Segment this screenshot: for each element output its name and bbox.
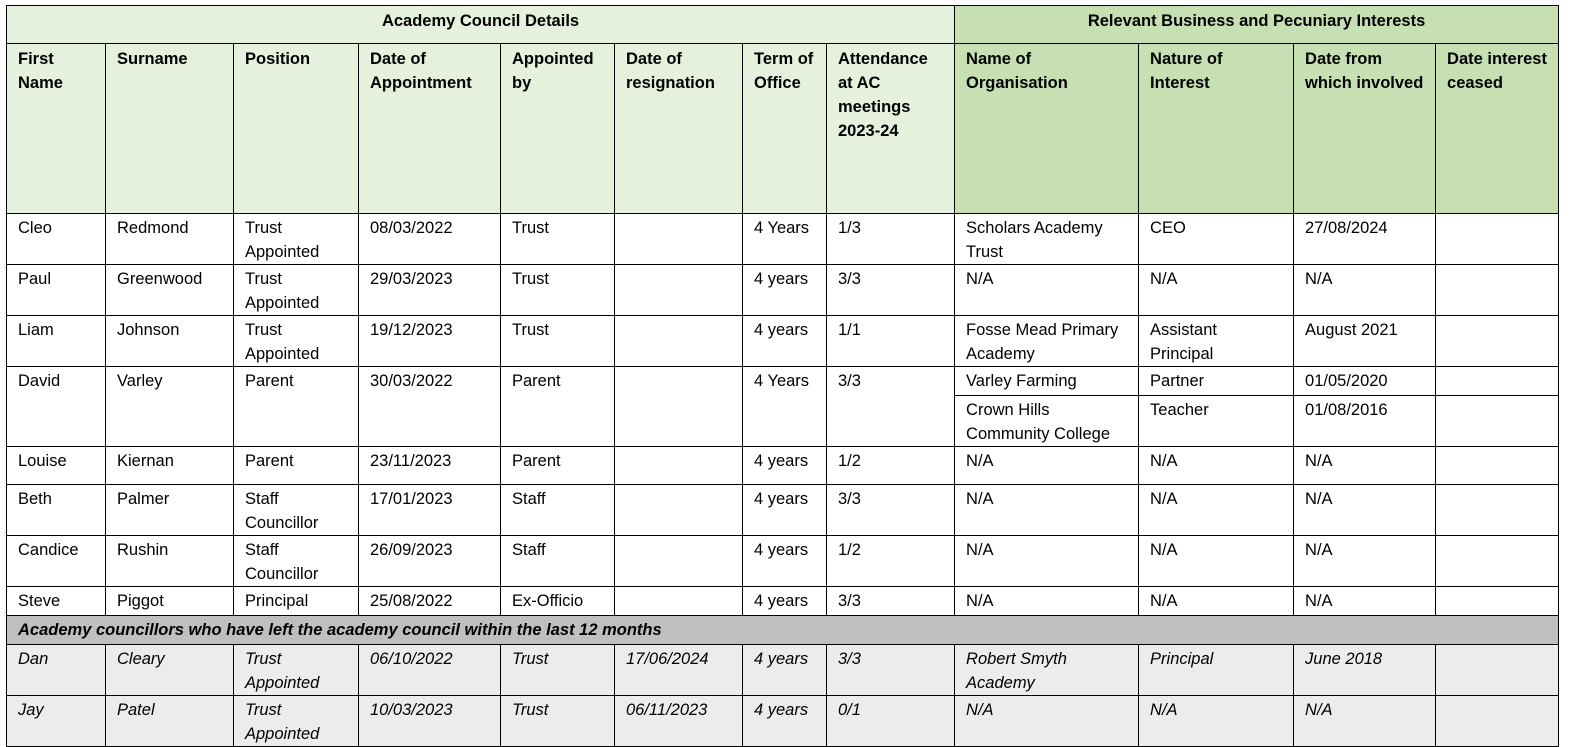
cell-date-of-resignation: 17/06/2024 bbox=[615, 645, 743, 696]
cell-nature-of-interest: N/A bbox=[1139, 587, 1294, 616]
cell-date-ceased bbox=[1436, 485, 1559, 536]
cell-surname: Greenwood bbox=[106, 265, 234, 316]
cell-first-name: Candice bbox=[7, 536, 106, 587]
cell-date-of-appointment: 06/10/2022 bbox=[359, 645, 501, 696]
cell-date-from: N/A bbox=[1294, 536, 1436, 587]
col-header-position: Position bbox=[234, 44, 359, 214]
cell-organisation: Varley Farming bbox=[955, 367, 1139, 396]
cell-first-name: Paul bbox=[7, 265, 106, 316]
cell-date-of-resignation bbox=[615, 587, 743, 616]
cell-attendance: 3/3 bbox=[827, 265, 955, 316]
cell-surname: Cleary bbox=[106, 645, 234, 696]
cell-surname: Palmer bbox=[106, 485, 234, 536]
cell-attendance: 3/3 bbox=[827, 485, 955, 536]
cell-date-ceased bbox=[1436, 587, 1559, 616]
cell-organisation: Crown Hills Community College bbox=[955, 396, 1139, 447]
table-row bbox=[7, 447, 1559, 485]
cell-attendance: 3/3 bbox=[827, 367, 955, 447]
col-header-first-name: First Name bbox=[7, 44, 106, 214]
col-header-date-ceased: Date interest ceased bbox=[1436, 44, 1559, 214]
cell-position: Trust Appointed bbox=[234, 316, 359, 367]
cell-organisation: Fosse Mead Primary Academy bbox=[955, 316, 1139, 367]
cell-date-of-appointment: 08/03/2022 bbox=[359, 214, 501, 265]
cell-appointed-by: Staff bbox=[501, 485, 615, 536]
cell-first-name: David bbox=[7, 367, 106, 447]
table-row bbox=[7, 485, 1559, 536]
cell-date-from: June 2018 bbox=[1294, 645, 1436, 696]
cell-organisation: Robert Smyth Academy bbox=[955, 645, 1139, 696]
cell-date-ceased bbox=[1436, 447, 1559, 485]
cell-nature-of-interest: Teacher bbox=[1139, 396, 1294, 447]
cell-date-from: N/A bbox=[1294, 265, 1436, 316]
cell-date-ceased bbox=[1436, 696, 1559, 747]
cell-date-from: N/A bbox=[1294, 485, 1436, 536]
cell-date-ceased bbox=[1436, 645, 1559, 696]
cell-date-of-appointment: 26/09/2023 bbox=[359, 536, 501, 587]
cell-term-of-office: 4 years bbox=[743, 536, 827, 587]
cell-nature-of-interest: N/A bbox=[1139, 265, 1294, 316]
cell-date-of-appointment: 25/08/2022 bbox=[359, 587, 501, 616]
cell-first-name: Liam bbox=[7, 316, 106, 367]
table-row bbox=[7, 265, 1559, 316]
cell-position: Principal bbox=[234, 587, 359, 616]
col-header-nature-of-interest: Nature of Interest bbox=[1139, 44, 1294, 214]
cell-term-of-office: 4 years bbox=[743, 447, 827, 485]
table-row bbox=[7, 536, 1559, 587]
cell-organisation: N/A bbox=[955, 485, 1139, 536]
cell-organisation: N/A bbox=[955, 696, 1139, 747]
cell-date-from: N/A bbox=[1294, 587, 1436, 616]
cell-position: Trust Appointed bbox=[234, 696, 359, 747]
cell-appointed-by: Ex-Officio bbox=[501, 587, 615, 616]
cell-attendance: 1/1 bbox=[827, 316, 955, 367]
cell-organisation: N/A bbox=[955, 536, 1139, 587]
cell-surname: Johnson bbox=[106, 316, 234, 367]
table-row-left bbox=[7, 645, 1559, 696]
cell-first-name: Beth bbox=[7, 485, 106, 536]
cell-surname: Varley bbox=[106, 367, 234, 447]
cell-attendance: 3/3 bbox=[827, 587, 955, 616]
section-header-row bbox=[7, 6, 1559, 44]
cell-date-of-resignation bbox=[615, 485, 743, 536]
cell-term-of-office: 4 years bbox=[743, 587, 827, 616]
cell-appointed-by: Parent bbox=[501, 367, 615, 447]
cell-appointed-by: Parent bbox=[501, 447, 615, 485]
cell-date-from: August 2021 bbox=[1294, 316, 1436, 367]
cell-position: Trust Appointed bbox=[234, 645, 359, 696]
table-row bbox=[7, 316, 1559, 367]
cell-nature-of-interest: Principal bbox=[1139, 645, 1294, 696]
cell-attendance: 3/3 bbox=[827, 645, 955, 696]
cell-attendance: 0/1 bbox=[827, 696, 955, 747]
cell-appointed-by: Trust bbox=[501, 645, 615, 696]
cell-date-of-appointment: 30/03/2022 bbox=[359, 367, 501, 447]
table-row-left bbox=[7, 696, 1559, 747]
cell-date-of-appointment: 17/01/2023 bbox=[359, 485, 501, 536]
cell-nature-of-interest: CEO bbox=[1139, 214, 1294, 265]
cell-date-of-resignation bbox=[615, 447, 743, 485]
cell-date-from: 27/08/2024 bbox=[1294, 214, 1436, 265]
cell-surname: Redmond bbox=[106, 214, 234, 265]
cell-date-from: 01/05/2020 bbox=[1294, 367, 1436, 396]
cell-appointed-by: Staff bbox=[501, 536, 615, 587]
col-header-appointed-by: Appointed by bbox=[501, 44, 615, 214]
cell-organisation: Scholars Academy Trust bbox=[955, 214, 1139, 265]
cell-date-from: N/A bbox=[1294, 447, 1436, 485]
table-row bbox=[7, 587, 1559, 616]
cell-position: Parent bbox=[234, 367, 359, 447]
cell-date-from: N/A bbox=[1294, 696, 1436, 747]
section-header-council: Academy Council Details bbox=[7, 6, 955, 44]
col-header-date-of-resignation: Date of resignation bbox=[615, 44, 743, 214]
col-header-date-of-appointment: Date of Appointment bbox=[359, 44, 501, 214]
cell-appointed-by: Trust bbox=[501, 265, 615, 316]
cell-first-name: Louise bbox=[7, 447, 106, 485]
cell-surname: Kiernan bbox=[106, 447, 234, 485]
cell-date-ceased bbox=[1436, 367, 1559, 396]
cell-date-of-resignation bbox=[615, 265, 743, 316]
cell-appointed-by: Trust bbox=[501, 214, 615, 265]
cell-surname: Patel bbox=[106, 696, 234, 747]
column-header-row bbox=[7, 44, 1559, 214]
cell-date-of-appointment: 10/03/2023 bbox=[359, 696, 501, 747]
cell-term-of-office: 4 years bbox=[743, 316, 827, 367]
table-row bbox=[7, 367, 1559, 396]
cell-nature-of-interest: N/A bbox=[1139, 536, 1294, 587]
col-header-attendance: Attendance at AC meetings 2023-24 bbox=[827, 44, 955, 214]
cell-first-name: Dan bbox=[7, 645, 106, 696]
cell-nature-of-interest: N/A bbox=[1139, 696, 1294, 747]
cell-nature-of-interest: Assistant Principal bbox=[1139, 316, 1294, 367]
cell-organisation: N/A bbox=[955, 447, 1139, 485]
cell-position: Parent bbox=[234, 447, 359, 485]
academy-council-table bbox=[6, 5, 1559, 747]
section-header-interests: Relevant Business and Pecuniary Interests bbox=[955, 6, 1559, 44]
cell-position: Trust Appointed bbox=[234, 265, 359, 316]
cell-first-name: Steve bbox=[7, 587, 106, 616]
cell-term-of-office: 4 years bbox=[743, 485, 827, 536]
cell-date-of-resignation bbox=[615, 367, 743, 447]
cell-term-of-office: 4 years bbox=[743, 265, 827, 316]
cell-attendance: 1/2 bbox=[827, 536, 955, 587]
cell-position: Staff Councillor bbox=[234, 485, 359, 536]
cell-nature-of-interest: N/A bbox=[1139, 485, 1294, 536]
col-header-date-from: Date from which involved bbox=[1294, 44, 1436, 214]
cell-organisation: N/A bbox=[955, 265, 1139, 316]
left-councillors-heading: Academy councillors who have left the academy council within the last 12 months bbox=[7, 616, 1559, 645]
cell-date-of-resignation bbox=[615, 316, 743, 367]
cell-position: Trust Appointed bbox=[234, 214, 359, 265]
cell-surname: Rushin bbox=[106, 536, 234, 587]
col-header-term-of-office: Term of Office bbox=[743, 44, 827, 214]
cell-organisation: N/A bbox=[955, 587, 1139, 616]
col-header-surname: Surname bbox=[106, 44, 234, 214]
cell-first-name: Jay bbox=[7, 696, 106, 747]
cell-date-of-appointment: 19/12/2023 bbox=[359, 316, 501, 367]
cell-nature-of-interest: Partner bbox=[1139, 367, 1294, 396]
cell-surname: Piggot bbox=[106, 587, 234, 616]
cell-term-of-office: 4 years bbox=[743, 645, 827, 696]
cell-date-ceased bbox=[1436, 214, 1559, 265]
cell-date-of-appointment: 23/11/2023 bbox=[359, 447, 501, 485]
cell-attendance: 1/2 bbox=[827, 447, 955, 485]
cell-attendance: 1/3 bbox=[827, 214, 955, 265]
col-header-name-of-organisation: Name of Organisation bbox=[955, 44, 1139, 214]
cell-term-of-office: 4 Years bbox=[743, 214, 827, 265]
cell-date-of-resignation bbox=[615, 536, 743, 587]
table-row bbox=[7, 214, 1559, 265]
left-councillors-heading-row bbox=[7, 616, 1559, 645]
cell-first-name: Cleo bbox=[7, 214, 106, 265]
cell-date-from: 01/08/2016 bbox=[1294, 396, 1436, 447]
cell-date-of-resignation: 06/11/2023 bbox=[615, 696, 743, 747]
cell-date-of-appointment: 29/03/2023 bbox=[359, 265, 501, 316]
cell-date-ceased bbox=[1436, 396, 1559, 447]
cell-term-of-office: 4 Years bbox=[743, 367, 827, 447]
cell-nature-of-interest: N/A bbox=[1139, 447, 1294, 485]
cell-date-ceased bbox=[1436, 316, 1559, 367]
cell-date-ceased bbox=[1436, 536, 1559, 587]
cell-term-of-office: 4 years bbox=[743, 696, 827, 747]
cell-date-ceased bbox=[1436, 265, 1559, 316]
cell-date-of-resignation bbox=[615, 214, 743, 265]
cell-appointed-by: Trust bbox=[501, 696, 615, 747]
cell-appointed-by: Trust bbox=[501, 316, 615, 367]
cell-position: Staff Councillor bbox=[234, 536, 359, 587]
